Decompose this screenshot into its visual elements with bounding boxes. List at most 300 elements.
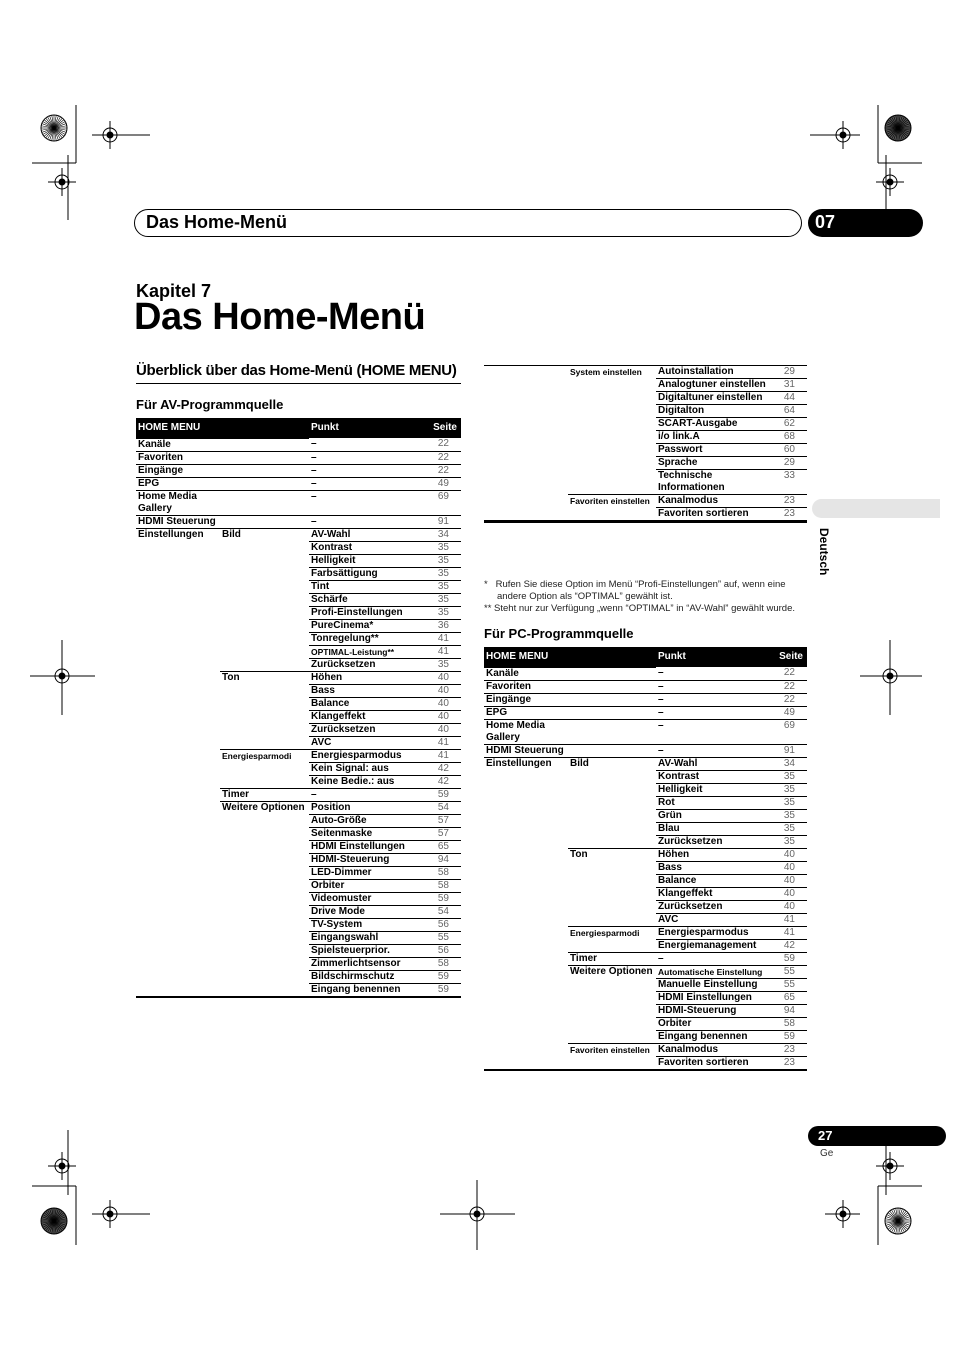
submenu-cell [568, 1017, 656, 1030]
menu-cell [136, 866, 220, 879]
page-cell: 35 [427, 580, 461, 593]
table-row [136, 632, 461, 645]
submenu-cell [568, 796, 656, 809]
item-cell: – [656, 667, 773, 680]
item-cell: Helligkeit [656, 783, 773, 796]
table-row [136, 710, 461, 723]
submenu-cell: Bild [568, 757, 656, 770]
menu-cell [136, 918, 220, 931]
av-heading: Für AV-Programmquelle [136, 397, 284, 412]
table-row [484, 1030, 807, 1043]
page-cell: 34 [427, 528, 461, 541]
page-cell: 58 [427, 866, 461, 879]
table-row [136, 970, 461, 983]
item-cell: Bass [309, 684, 427, 697]
pc-heading: Für PC-Programmquelle [484, 626, 634, 641]
col-seite: Seite [427, 418, 461, 438]
submenu-cell [568, 900, 656, 913]
submenu-cell [568, 991, 656, 1004]
submenu-cell: Energiesparmodi [220, 749, 309, 762]
page-cell: 59 [427, 970, 461, 983]
menu-cell [484, 508, 568, 522]
page-cell: 59 [427, 892, 461, 905]
table-row [136, 762, 461, 775]
submenu-cell [568, 379, 656, 392]
item-cell: Eingangswahl [309, 931, 427, 944]
table-row [136, 490, 461, 515]
item-cell: Autoinstallation [656, 366, 773, 379]
table-row [484, 796, 807, 809]
item-cell: AVC [309, 736, 427, 749]
menu-cell [136, 840, 220, 853]
submenu-cell [568, 680, 656, 693]
table-row [136, 931, 461, 944]
table-row [136, 528, 461, 541]
item-cell: Orbiter [309, 879, 427, 892]
submenu-cell [568, 822, 656, 835]
menu-cell [484, 1030, 568, 1043]
table-row [136, 477, 461, 490]
star-target-mark [885, 115, 911, 141]
menu-cell [136, 892, 220, 905]
submenu-cell [568, 405, 656, 418]
item-cell: Klangeffekt [309, 710, 427, 723]
item-cell: Blau [656, 822, 773, 835]
item-cell: Automatische Einstellung [656, 965, 773, 978]
table-row [136, 723, 461, 736]
page-cell: 40 [427, 723, 461, 736]
item-cell: Kanalmodus [656, 495, 773, 508]
page-language-code: Ge [820, 1148, 834, 1159]
table-row [484, 991, 807, 1004]
submenu-cell [220, 723, 309, 736]
menu-cell [136, 814, 220, 827]
page-cell: 35 [773, 809, 807, 822]
submenu-cell [568, 1030, 656, 1043]
page-cell: 22 [427, 464, 461, 477]
menu-cell [484, 1043, 568, 1056]
submenu-cell [568, 861, 656, 874]
page-cell: 42 [773, 939, 807, 952]
item-cell: – [656, 706, 773, 719]
table-row [484, 835, 807, 848]
item-cell: AVC [656, 913, 773, 926]
menu-cell [136, 879, 220, 892]
menu-cell [484, 457, 568, 470]
table-row [136, 684, 461, 697]
menu-cell [484, 796, 568, 809]
submenu-cell: Timer [220, 788, 309, 801]
table-row [484, 470, 807, 495]
table-row [136, 983, 461, 997]
submenu-cell [220, 827, 309, 840]
item-cell: Zurücksetzen [309, 723, 427, 736]
table-row [136, 438, 461, 451]
menu-cell [136, 905, 220, 918]
col-punkt: Punkt [656, 647, 773, 667]
page-cell: 40 [773, 848, 807, 861]
page-cell: 40 [773, 900, 807, 913]
item-cell: Schärfe [309, 593, 427, 606]
item-cell: SCART-Ausgabe [656, 418, 773, 431]
page-cell: 54 [427, 905, 461, 918]
submenu-cell [568, 457, 656, 470]
table-row [484, 848, 807, 861]
table-row [484, 783, 807, 796]
item-cell: Eingang benennen [309, 983, 427, 997]
table-row [136, 840, 461, 853]
menu-cell [136, 801, 220, 814]
crosshair-mark [48, 168, 76, 196]
page-cell: 57 [427, 827, 461, 840]
page-cell: 36 [427, 619, 461, 632]
submenu-cell: System einstellen [568, 366, 656, 379]
menu-cell [484, 1056, 568, 1070]
menu-cell [484, 470, 568, 495]
table-row [484, 744, 807, 757]
item-cell: Energiemanagement [656, 939, 773, 952]
table-row [484, 706, 807, 719]
submenu-cell [220, 451, 309, 464]
col-seite: Seite [773, 647, 807, 667]
menu-cell: HDMI Steuerung [484, 744, 568, 757]
page-cell: 54 [427, 801, 461, 814]
menu-cell [136, 853, 220, 866]
menu-cell [484, 861, 568, 874]
page-cell: 23 [773, 495, 807, 508]
submenu-cell [220, 515, 309, 528]
submenu-cell [220, 892, 309, 905]
submenu-cell [220, 697, 309, 710]
menu-cell [484, 926, 568, 939]
submenu-cell [220, 554, 309, 567]
item-cell: Zurücksetzen [309, 658, 427, 671]
item-cell: Spielsteuerprior. [309, 944, 427, 957]
page-cell: 55 [427, 931, 461, 944]
table-row [484, 913, 807, 926]
submenu-cell: Energiesparmodi [568, 926, 656, 939]
av-menu-table [136, 418, 461, 998]
menu-cell: Kanäle [136, 438, 220, 451]
page-cell: 40 [773, 887, 807, 900]
table-row [484, 379, 807, 392]
table-row [484, 978, 807, 991]
menu-cell [136, 645, 220, 658]
submenu-cell [568, 809, 656, 822]
submenu-cell: Favoriten einstellen [568, 1043, 656, 1056]
item-cell: Sprache [656, 457, 773, 470]
menu-cell [136, 723, 220, 736]
page-cell: 35 [427, 541, 461, 554]
page-cell: 22 [427, 438, 461, 451]
menu-cell [484, 366, 568, 379]
submenu-cell [568, 744, 656, 757]
page-cell: 41 [427, 632, 461, 645]
item-cell: – [656, 719, 773, 744]
table-row [136, 464, 461, 477]
item-cell: Energiesparmodus [656, 926, 773, 939]
page-cell: 56 [427, 918, 461, 931]
page-cell: 68 [773, 431, 807, 444]
submenu-cell [220, 619, 309, 632]
item-cell: Kanalmodus [656, 1043, 773, 1056]
menu-cell [136, 684, 220, 697]
item-cell: Tonregelung** [309, 632, 427, 645]
menu-cell [136, 983, 220, 997]
submenu-cell [220, 762, 309, 775]
table-row [484, 418, 807, 431]
page-cell: 35 [773, 835, 807, 848]
menu-cell [136, 931, 220, 944]
submenu-cell: Bild [220, 528, 309, 541]
page-cell: 64 [773, 405, 807, 418]
section-rule [136, 383, 461, 384]
submenu-cell [220, 840, 309, 853]
table-row [484, 965, 807, 978]
item-cell: – [656, 693, 773, 706]
menu-cell [484, 418, 568, 431]
page-cell: 94 [427, 853, 461, 866]
page-cell: 42 [427, 762, 461, 775]
item-cell: – [656, 952, 773, 965]
page-cell: 41 [427, 736, 461, 749]
menu-cell [484, 978, 568, 991]
page-cell: 57 [427, 814, 461, 827]
item-cell: Position [309, 801, 427, 814]
submenu-cell [568, 913, 656, 926]
table-row [136, 801, 461, 814]
page-cell: 33 [773, 470, 807, 495]
menu-cell [484, 495, 568, 508]
table-row [484, 457, 807, 470]
item-cell: Auto-Größe [309, 814, 427, 827]
submenu-cell [220, 477, 309, 490]
submenu-cell [568, 1056, 656, 1070]
star-target-mark [885, 1208, 911, 1234]
table-row [484, 900, 807, 913]
table-row [484, 405, 807, 418]
page-cell: 40 [427, 710, 461, 723]
table-row [484, 693, 807, 706]
table-row [484, 680, 807, 693]
table-row [136, 515, 461, 528]
table-row [136, 554, 461, 567]
page-cell: 91 [773, 744, 807, 757]
page-cell: 23 [773, 1043, 807, 1056]
submenu-cell [220, 567, 309, 580]
table-row [484, 770, 807, 783]
menu-cell [136, 775, 220, 788]
table-row [136, 451, 461, 464]
table-row [484, 508, 807, 522]
item-cell: – [309, 438, 427, 451]
menu-cell: Einstellungen [136, 528, 220, 541]
submenu-cell [220, 918, 309, 931]
menu-cell [484, 431, 568, 444]
table-row [136, 957, 461, 970]
submenu-cell [568, 887, 656, 900]
page-cell: 35 [427, 554, 461, 567]
submenu-cell [568, 667, 656, 680]
menu-cell [484, 874, 568, 887]
table-row [136, 853, 461, 866]
page-cell: 59 [773, 1030, 807, 1043]
item-cell: – [309, 490, 427, 515]
table-row [136, 879, 461, 892]
page-cell: 49 [773, 706, 807, 719]
page-cell: 58 [427, 879, 461, 892]
table-row [484, 1017, 807, 1030]
item-cell: Digitaltuner einstellen [656, 392, 773, 405]
submenu-cell: Ton [568, 848, 656, 861]
submenu-cell [568, 392, 656, 405]
menu-cell [484, 379, 568, 392]
star-target-mark [41, 1208, 67, 1234]
submenu-cell [568, 1004, 656, 1017]
menu-cell [484, 770, 568, 783]
item-cell: i/o link.A [656, 431, 773, 444]
page-cell: 65 [427, 840, 461, 853]
table-row [484, 1043, 807, 1056]
page-number: 27 [818, 1128, 833, 1143]
page-cell: 23 [773, 1056, 807, 1070]
submenu-cell [220, 464, 309, 477]
table-row [484, 366, 807, 379]
section-title: Überblick über das Home-Menü (HOME MENU) [136, 362, 457, 379]
item-cell: Bass [656, 861, 773, 874]
page-cell: 35 [427, 658, 461, 671]
page-cell: 29 [773, 366, 807, 379]
footnote-1: * Rufen Sie diese Option im Menü “Profi-Einstellungen” auf, wenn eine andere Option als “OPTIMAL” gewählt ist. [484, 579, 786, 602]
submenu-cell [220, 710, 309, 723]
menu-cell [484, 809, 568, 822]
table-row [136, 892, 461, 905]
submenu-cell [220, 957, 309, 970]
menu-cell [136, 593, 220, 606]
table-row [136, 788, 461, 801]
menu-cell [484, 444, 568, 457]
page-cell: 35 [773, 822, 807, 835]
table-row [484, 1056, 807, 1070]
submenu-cell [568, 693, 656, 706]
page-cell: 40 [427, 671, 461, 684]
footnotes [484, 579, 809, 615]
item-cell: Kontrast [309, 541, 427, 554]
menu-cell [136, 697, 220, 710]
menu-cell: EPG [484, 706, 568, 719]
item-cell: Digitalton [656, 405, 773, 418]
item-cell: Profi-Einstellungen [309, 606, 427, 619]
submenu-cell [568, 978, 656, 991]
table-row [136, 814, 461, 827]
table-row [136, 606, 461, 619]
submenu-cell: Timer [568, 952, 656, 965]
table-row [136, 541, 461, 554]
menu-cell [484, 1004, 568, 1017]
page-cell: 35 [773, 770, 807, 783]
table-row [136, 697, 461, 710]
item-cell: Zurücksetzen [656, 835, 773, 848]
page-cell: 22 [773, 667, 807, 680]
page-cell: 59 [427, 983, 461, 997]
page-cell: 34 [773, 757, 807, 770]
item-cell: – [309, 477, 427, 490]
item-cell: Favoriten sortieren [656, 1056, 773, 1070]
item-cell: Drive Mode [309, 905, 427, 918]
menu-cell [484, 887, 568, 900]
table-row [484, 431, 807, 444]
page-cell: 56 [427, 944, 461, 957]
page-title: Das Home-Menü [134, 296, 426, 338]
menu-cell [136, 970, 220, 983]
submenu-cell [220, 684, 309, 697]
submenu-cell [220, 853, 309, 866]
header-title: Das Home-Menü [146, 212, 288, 232]
table-row [484, 939, 807, 952]
footnote-2: ** Steht nur zur Verfügung „wenn “OPTIMAL” in “AV-Wahl” gewählt wurde. [484, 603, 795, 614]
page-cell: 41 [773, 913, 807, 926]
item-cell: Favoriten sortieren [656, 508, 773, 522]
table-row [484, 861, 807, 874]
table-row [484, 887, 807, 900]
submenu-cell [568, 508, 656, 522]
menu-cell: Favoriten [136, 451, 220, 464]
item-cell: Balance [656, 874, 773, 887]
item-cell: Passwort [656, 444, 773, 457]
menu-cell [484, 1017, 568, 1030]
submenu-cell: Weitere Optionen [568, 965, 656, 978]
item-cell: Technische Informationen [656, 470, 773, 495]
item-cell: HDMI Einstellungen [309, 840, 427, 853]
item-cell: HDMI Einstellungen [656, 991, 773, 1004]
page-cell: 58 [773, 1017, 807, 1030]
crosshair-mark [876, 1152, 904, 1180]
table-row [484, 1004, 807, 1017]
item-cell: Helligkeit [309, 554, 427, 567]
menu-cell [136, 788, 220, 801]
menu-cell [136, 710, 220, 723]
item-cell: – [656, 680, 773, 693]
submenu-cell [220, 736, 309, 749]
page-cell: 49 [427, 477, 461, 490]
menu-cell: HDMI Steuerung [136, 515, 220, 528]
menu-cell [136, 736, 220, 749]
table-row [136, 918, 461, 931]
menu-cell [484, 835, 568, 848]
menu-cell [136, 944, 220, 957]
table-row [484, 822, 807, 835]
language-label: Deutsch [817, 528, 831, 576]
item-cell: AV-Wahl [656, 757, 773, 770]
chapter-number: 07 [815, 212, 836, 232]
item-cell: Zimmerlichtsensor [309, 957, 427, 970]
menu-cell [136, 567, 220, 580]
submenu-cell: Ton [220, 671, 309, 684]
item-cell: HDMI-Steuerung [656, 1004, 773, 1017]
col-home-menu: HOME MENU [136, 418, 309, 438]
item-cell: Keine Bedie.: aus [309, 775, 427, 788]
page-cell: 94 [773, 1004, 807, 1017]
menu-cell: Eingänge [136, 464, 220, 477]
item-cell: Eingang benennen [656, 1030, 773, 1043]
submenu-cell [220, 944, 309, 957]
page-cell: 59 [773, 952, 807, 965]
menu-cell [136, 671, 220, 684]
submenu-cell [220, 866, 309, 879]
table-row [136, 645, 461, 658]
item-cell: Höhen [309, 671, 427, 684]
submenu-cell [220, 905, 309, 918]
